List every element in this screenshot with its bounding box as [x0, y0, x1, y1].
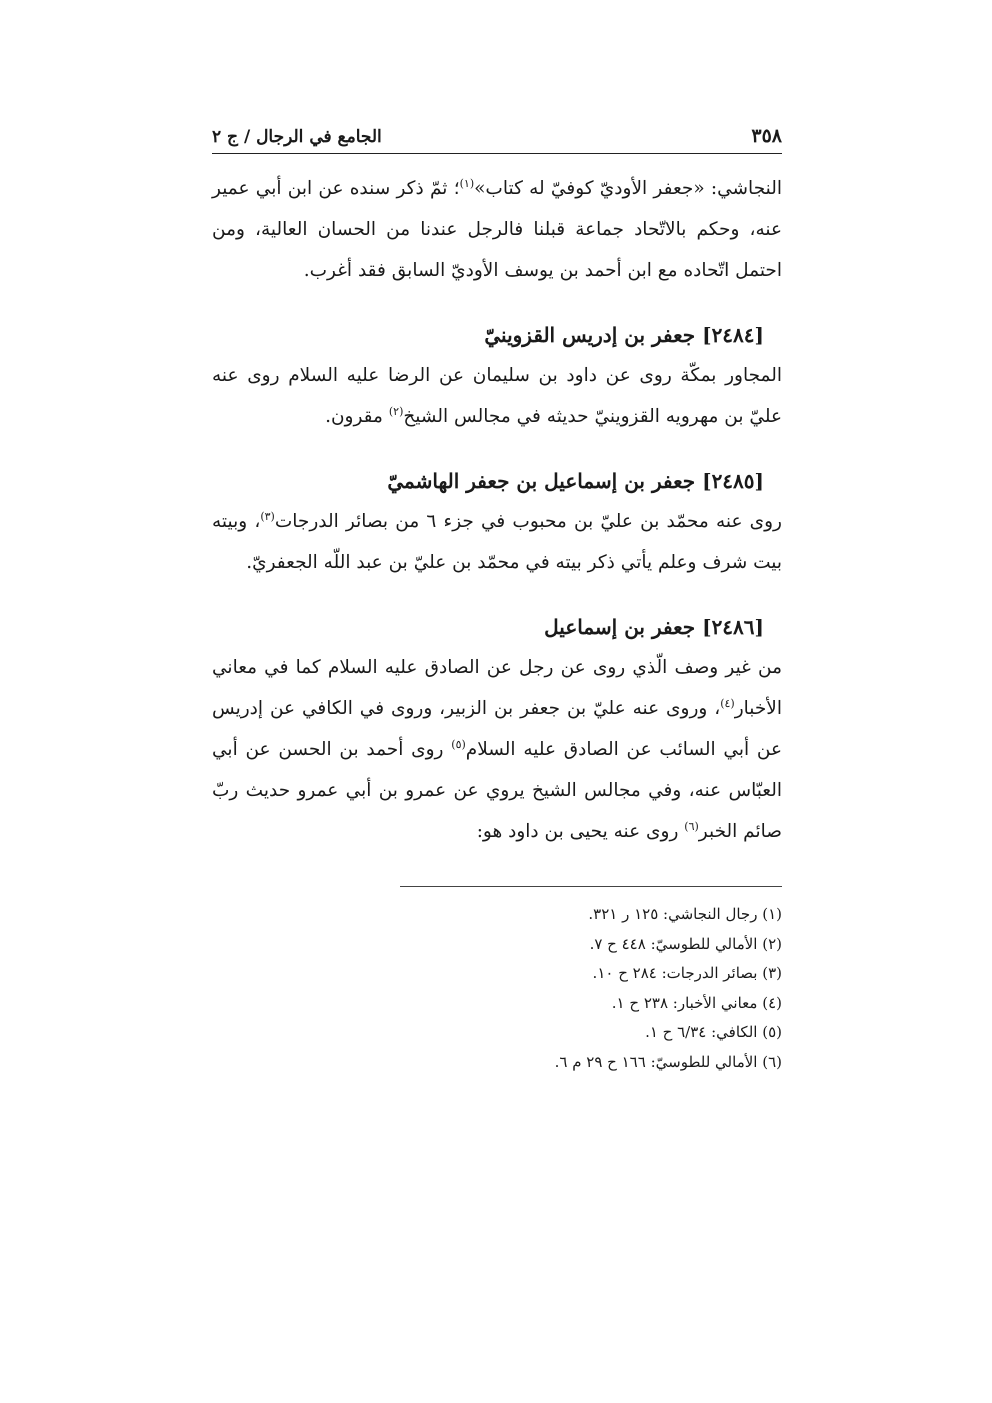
footnote-ref: (٢) [388, 404, 404, 418]
entry-text-part: روى أحمد بن الحسن عن أبي العبّاس عنه، وفي مجالس الشيخ يروي عن عمرو بن أبي عمرو حديث ربّ صائم الخبر [212, 739, 782, 842]
entry-text-part: المجاور بمكّة روى عن داود بن سليمان عن الرضا عليه السلام روى عنه عليّ بن مهرويه القزوينيّ حديثه في مجالس الشيخ [212, 365, 782, 427]
entry-text [212, 355, 782, 437]
entry-2486 [212, 607, 782, 852]
intro-paragraph [212, 168, 782, 291]
entry-2485 [212, 461, 782, 583]
entry-text [212, 647, 782, 852]
page-number: ٣٥٨ [751, 125, 782, 147]
entry-title: [٢٤٨٥] جعفر بن إسماعيل بن جعفر الهاشميّ [387, 469, 764, 493]
footnote-ref: (٣) [260, 509, 275, 523]
footnote: (٢) الأمالي للطوسيّ: ٤٤٨ ح ٧. [589, 934, 782, 953]
entry-title: [٢٤٨٤] جعفر بن إدريس القزوينيّ [484, 323, 764, 347]
entry-text-part: ، وبيته بيت شرف وعلم يأتي ذكر بيته في محمّد بن عليّ بن عبد اللّه الجعفريّ. [212, 511, 782, 573]
footnote-ref: (٤) [720, 696, 735, 710]
entry-title: [٢٤٨٦] جعفر بن إسماعيل [544, 615, 764, 639]
footnote: (٣) بصائر الدرجات: ٢٨٤ ح ١٠. [592, 964, 782, 982]
footnote-ref: (١) [459, 176, 475, 190]
footnote-ref: (٥) [451, 737, 466, 751]
page-header [212, 118, 782, 154]
entry-text-part: مقرون. [325, 406, 389, 427]
entry-2484 [212, 315, 782, 437]
entry-text-part: ، وروى عنه عليّ بن جعفر بن الزبير، وروى في الكافي عن إدريس عن أبي السائب عن الصادق عليه السلام [212, 698, 783, 760]
footnote-ref: (٦) [684, 819, 699, 833]
footnote: (١) رجال النجاشي: ١٢٥ ر ٣٢١. [588, 905, 782, 923]
intro-text: النجاشي: «جعفر الأوديّ كوفيّ له كتاب» [474, 178, 782, 199]
main-text [212, 168, 782, 852]
intro-text-cont: ؛ ثمّ ذكر سنده عن ابن أبي عمير عنه، وحكم بالاتّحاد جماعة قبلنا فالرجل عندنا من الحسان العالية، ومن احتمل اتّحاده مع ابن أحمد بن يوسف الأوديّ السابق فقد أغرب. [212, 178, 782, 281]
running-title: الجامع في الرجال / ج ٢ [212, 127, 382, 147]
footnote: (٤) معاني الأخبار: ٢٣٨ ح ١. [611, 993, 782, 1012]
footnote-divider [400, 886, 782, 887]
footnote: (٦) الأمالي للطوسيّ: ١٦٦ ح ٢٩ م ٦. [554, 1052, 782, 1071]
entry-text-part: روى عنه يحيى بن داود هو: [476, 821, 685, 842]
entry-text-part: من غير وصف الّذي روى عن رجل عن الصادق عليه السلام كما في معاني الأخبار [212, 657, 782, 719]
footnotes [212, 900, 782, 1077]
footnote: (٥) الكافي: ٦/٣٤ ح ١. [645, 1023, 782, 1041]
entry-text-part: روى عنه محمّد بن عليّ بن محبوب في جزء ٦ من بصائر الدرجات [274, 511, 782, 532]
entry-text [212, 501, 782, 583]
